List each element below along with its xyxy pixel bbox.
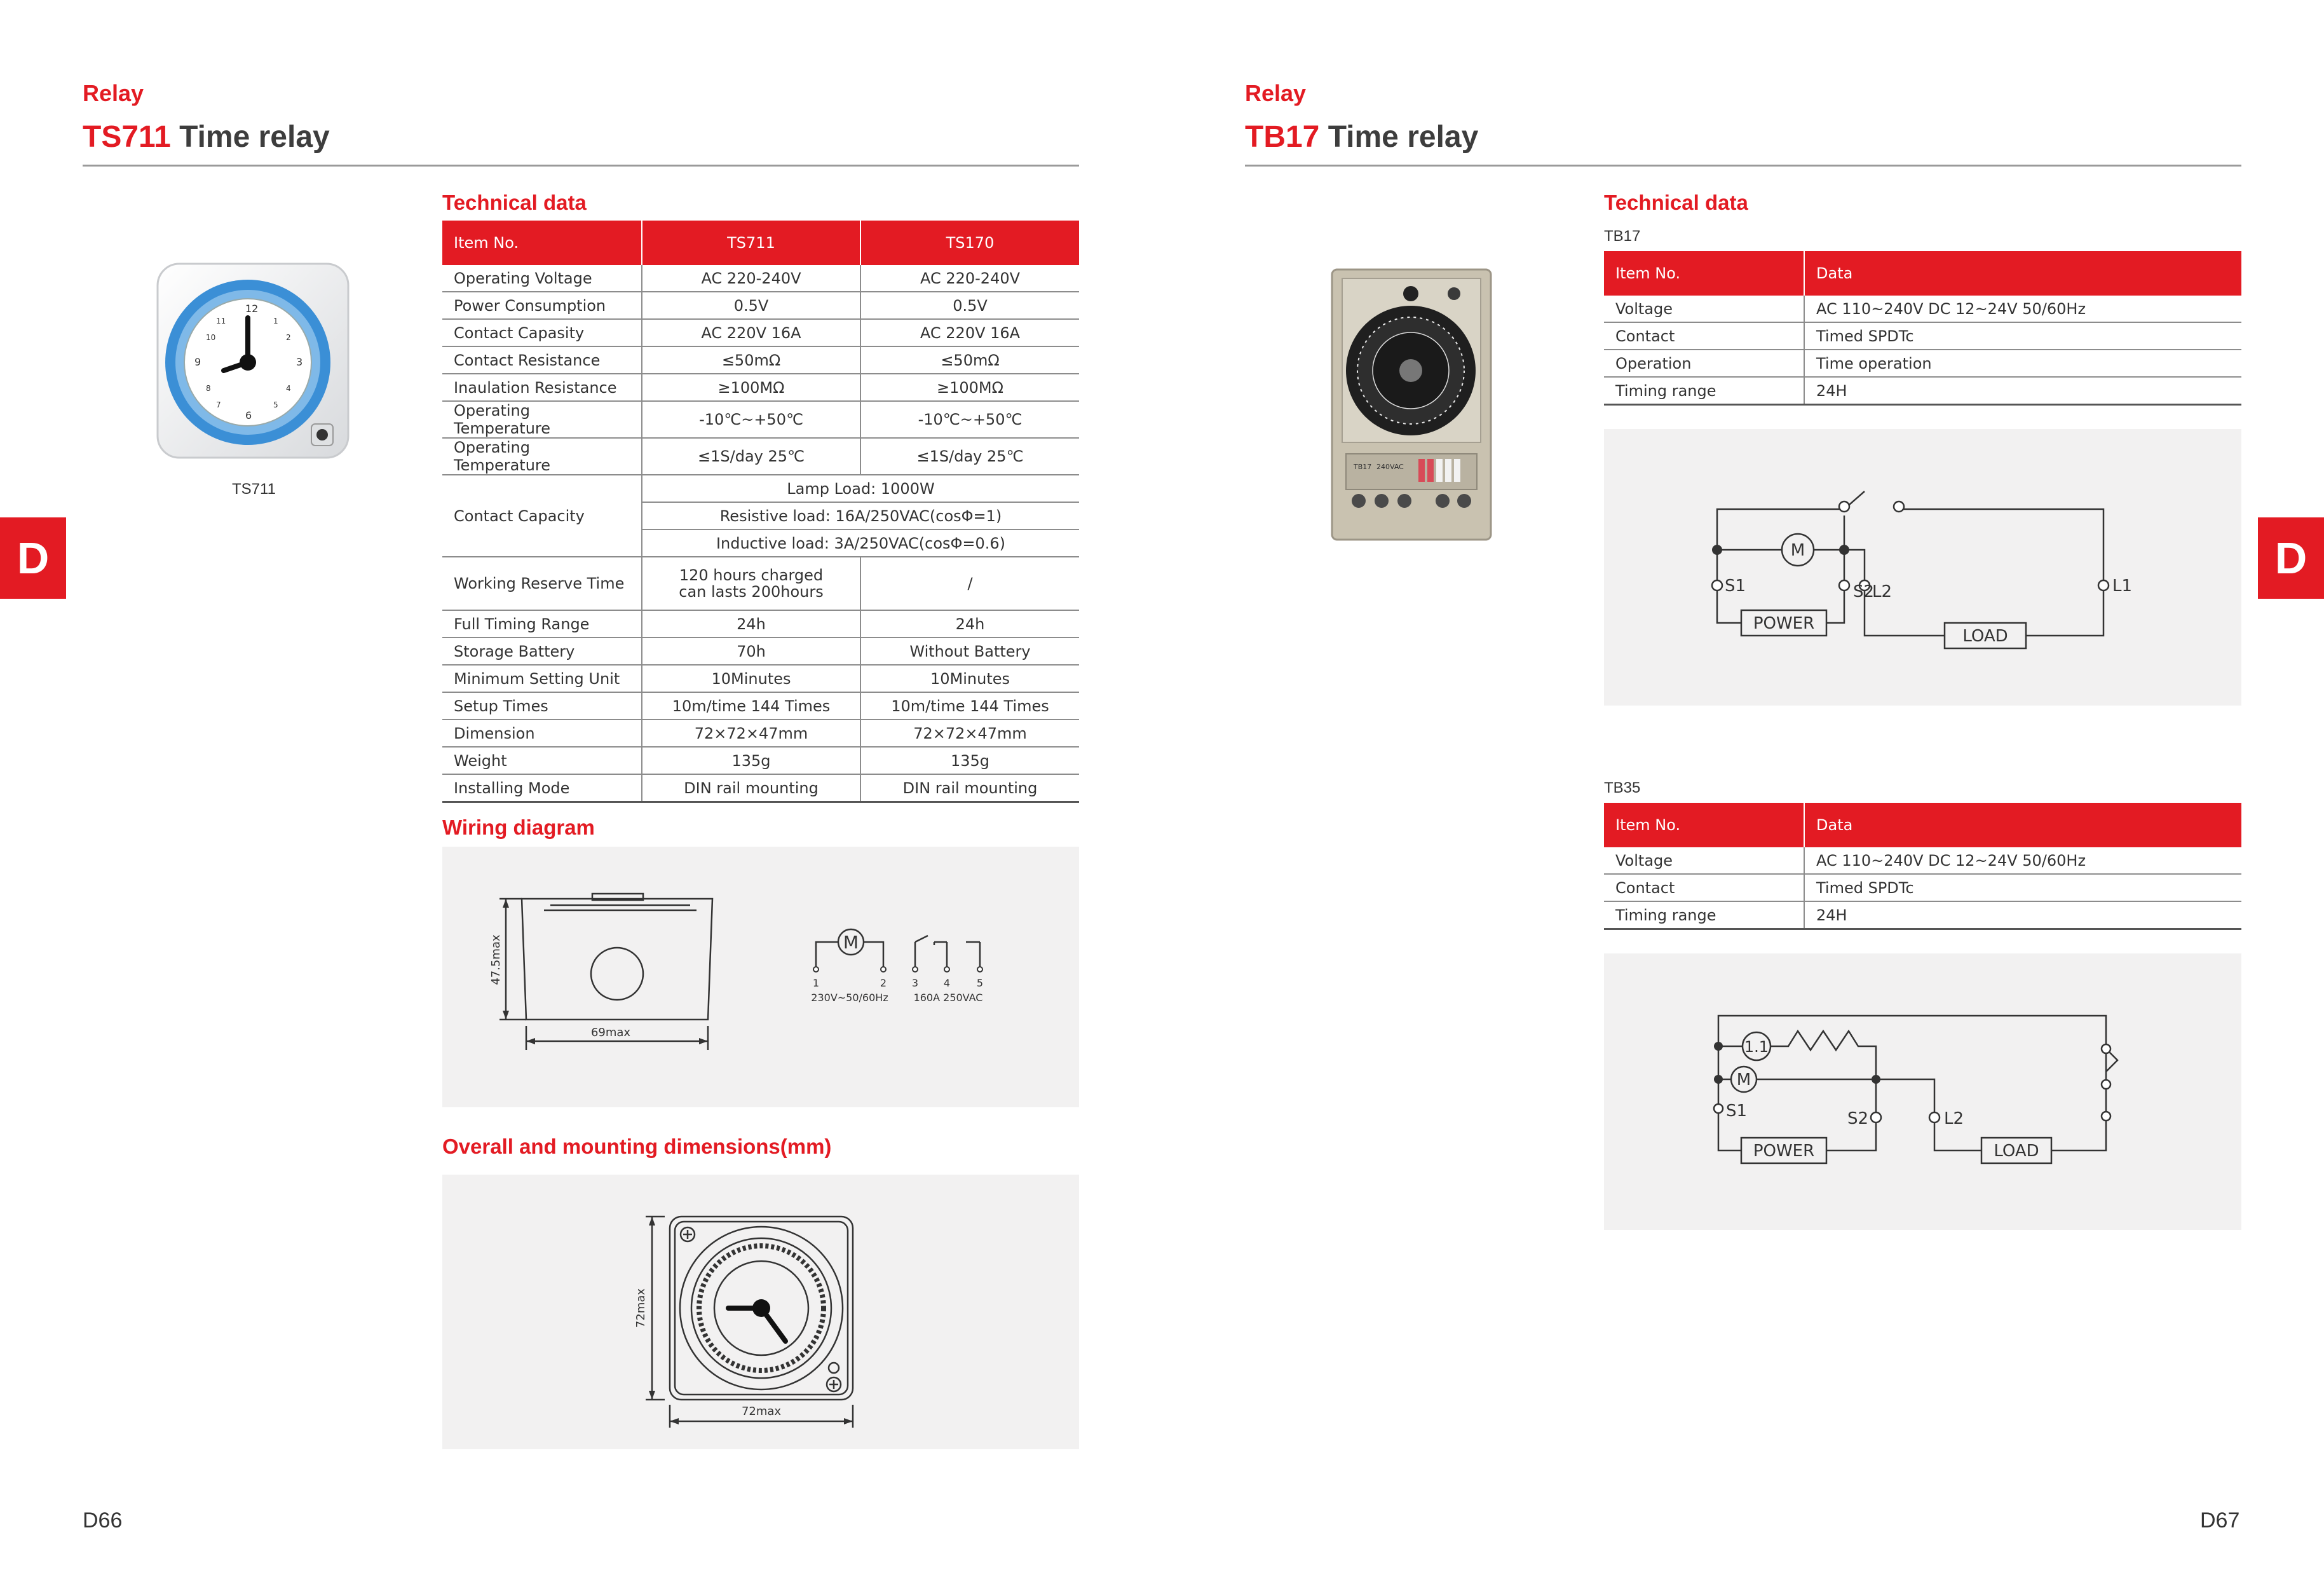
table-header-row	[1604, 251, 2241, 296]
ts170-value: 135g	[860, 747, 1079, 774]
capacity-value: Inductive load: 3A/250VAC(cosΦ=0.6)	[642, 529, 1079, 557]
ts170-value: 72×72×47mm	[860, 720, 1079, 747]
row-label: Working Reserve Time	[442, 557, 642, 610]
row-label: Operating Temperature	[442, 438, 642, 475]
right-title-rest: Time relay	[1319, 120, 1479, 154]
tb35-motor-label: M	[1736, 1070, 1751, 1089]
terminal-4: 4	[943, 977, 951, 989]
ts711-value: 135g	[642, 747, 860, 774]
table-row	[442, 438, 1079, 475]
wiring-diagram-panel	[442, 847, 1079, 1107]
right-page-number: D67	[2200, 1508, 2240, 1533]
ts711-value: 0.5V	[642, 292, 860, 319]
svg-text:1: 1	[273, 317, 278, 325]
svg-text:8: 8	[206, 384, 211, 393]
ts170-value: ≤50mΩ	[860, 346, 1079, 374]
dims-diagram-panel	[442, 1175, 1079, 1449]
tb17-power-label: POWER	[1753, 614, 1815, 633]
row-label: Installing Mode	[442, 774, 642, 802]
table-row	[442, 401, 1079, 438]
row-value: 24H	[1804, 377, 2241, 405]
tb35-s2-label: S2	[1847, 1109, 1869, 1128]
ts170-value: 0.5V	[860, 292, 1079, 319]
row-label: Contact Capacity	[442, 475, 642, 557]
table-header-row	[1604, 803, 2241, 847]
ts711-value: ≤50mΩ	[642, 346, 860, 374]
table-row	[442, 638, 1079, 665]
right-title	[1245, 119, 1478, 154]
row-label: Power Consumption	[442, 292, 642, 319]
ts170-value: 24h	[860, 610, 1079, 638]
table-row	[1604, 350, 2241, 377]
ts711-value: 72×72×47mm	[642, 720, 860, 747]
svg-text:2: 2	[286, 333, 291, 342]
terminal-1: 1	[812, 977, 820, 989]
row-value: Timed SPDTc	[1804, 322, 2241, 350]
table-row	[442, 774, 1079, 802]
tb17-spec-table	[1604, 251, 2241, 406]
right-title-code: TB17	[1245, 120, 1320, 154]
wiring-motor-label: M	[843, 932, 859, 953]
terminal-3: 3	[911, 977, 919, 989]
row-value: 24H	[1804, 901, 2241, 929]
table-row	[442, 692, 1079, 720]
svg-text:6: 6	[245, 409, 252, 421]
table-row	[1604, 296, 2241, 322]
table-header-row	[442, 221, 1079, 265]
ts170-value: -10℃~+50℃	[860, 401, 1079, 438]
ts711-value: 70h	[642, 638, 860, 665]
reserve-line-1: 120 hours charged	[679, 566, 824, 584]
tb35-l2-label: L2	[1944, 1109, 1964, 1128]
table-row	[1604, 874, 2241, 901]
tb17-s1-label: S1	[1725, 577, 1746, 596]
left-page-number: D66	[83, 1508, 123, 1533]
row-label: Weight	[442, 747, 642, 774]
table-row	[442, 346, 1079, 374]
tb17-motor-label: M	[1790, 541, 1805, 560]
ts170-value: AC 220V 16A	[860, 319, 1079, 346]
left-title-code: TS711	[83, 120, 171, 154]
dims-width-label: 72max	[741, 1405, 782, 1418]
ts711-value: AC 220V 16A	[642, 319, 860, 346]
header-ts170: TS170	[860, 221, 1079, 265]
row-label: Minimum Setting Unit	[442, 665, 642, 692]
ts711-value: 10Minutes	[642, 665, 860, 692]
wiring-heading: Wiring diagram	[442, 816, 595, 839]
svg-text:4: 4	[286, 384, 291, 393]
left-title-rule	[83, 165, 1079, 167]
row-label: Voltage	[1604, 296, 1804, 322]
tb17-load-label: LOAD	[1962, 627, 2008, 646]
tb17-product-image	[1328, 266, 1500, 545]
left-kicker: Relay	[83, 80, 144, 106]
table-row	[1604, 847, 2241, 874]
svg-text:5: 5	[273, 400, 278, 409]
tb35-power-label: POWER	[1753, 1142, 1815, 1161]
ts711-value: ≤1S/day 25℃	[642, 438, 860, 475]
wiring-supply-label: 230V~50/60Hz	[811, 992, 888, 1004]
row-label: Timing range	[1604, 901, 1804, 929]
ts711-value: 10m/time 144 Times	[642, 692, 860, 720]
ts711-product-caption: TS711	[232, 481, 276, 498]
header-item-no: Item No.	[1604, 251, 1804, 296]
ts711-value: -10℃~+50℃	[642, 401, 860, 438]
ts170-value: ≤1S/day 25℃	[860, 438, 1079, 475]
tb35-s1-label: S1	[1726, 1102, 1748, 1121]
row-label: Contact Resistance	[442, 346, 642, 374]
row-value: Time operation	[1804, 350, 2241, 377]
row-label: Dimension	[442, 720, 642, 747]
tb35-spec-table	[1604, 803, 2241, 930]
svg-text:9: 9	[194, 356, 201, 368]
row-label: Contact	[1604, 874, 1804, 901]
svg-text:3: 3	[296, 356, 303, 368]
wiring-height-label: 47.5max	[489, 934, 503, 985]
ts170-value: /	[860, 557, 1079, 610]
table-row	[442, 319, 1079, 346]
svg-text:240VAC: 240VAC	[1376, 463, 1404, 471]
table-row	[1604, 901, 2241, 929]
tb17-circuit-panel	[1604, 429, 2241, 706]
row-label: Full Timing Range	[442, 610, 642, 638]
row-label: Storage Battery	[442, 638, 642, 665]
header-item-no: Item No.	[442, 221, 642, 265]
row-label: Contact Capasity	[442, 319, 642, 346]
row-label: Timing range	[1604, 377, 1804, 405]
right-technical-heading: Technical data	[1604, 191, 1748, 214]
row-value: Timed SPDTc	[1804, 874, 2241, 901]
tb35-load-label: LOAD	[1994, 1142, 2039, 1161]
ts711-value: DIN rail mounting	[642, 774, 860, 802]
dims-height-label: 72max	[634, 1288, 648, 1328]
ts170-value: 10Minutes	[860, 665, 1079, 692]
table-row	[1604, 377, 2241, 405]
row-label: Operation	[1604, 350, 1804, 377]
left-technical-heading: Technical data	[442, 191, 587, 214]
ts711-spec-table	[442, 221, 1079, 803]
left-title	[83, 119, 330, 154]
capacity-value: Resistive load: 16A/250VAC(cosΦ=1)	[642, 502, 1079, 529]
tb17-label: TB17	[1604, 228, 1641, 245]
row-label: Setup Times	[442, 692, 642, 720]
row-label: Operating Temperature	[442, 401, 642, 438]
tb35-circuit-panel	[1604, 953, 2241, 1230]
terminal-5: 5	[976, 977, 984, 989]
tb17-s2-label: S2	[1853, 582, 1875, 601]
table-row	[442, 610, 1079, 638]
row-label: Inaulation Resistance	[442, 374, 642, 401]
row-label: Operating Voltage	[442, 265, 642, 292]
tb35-label: TB35	[1604, 779, 1641, 796]
header-ts711: TS711	[642, 221, 860, 265]
table-row	[442, 665, 1079, 692]
ts711-product-image	[153, 257, 356, 467]
svg-text:TB17: TB17	[1354, 463, 1372, 471]
ts711-value: 24h	[642, 610, 860, 638]
left-title-rest: Time relay	[170, 120, 330, 154]
right-title-rule	[1245, 165, 2241, 167]
table-row	[1604, 322, 2241, 350]
tb35-node-label: 1.1	[1744, 1038, 1769, 1056]
right-section-tab: D	[2258, 517, 2324, 599]
ts170-value: ≥100MΩ	[860, 374, 1079, 401]
row-value: AC 110~240V DC 12~24V 50/60Hz	[1804, 296, 2241, 322]
tb17-l2-label: L2	[1872, 582, 1892, 601]
table-row	[442, 292, 1079, 319]
reserve-line-2: can lasts 200hours	[679, 583, 824, 601]
dims-heading: Overall and mounting dimensions(mm)	[442, 1135, 832, 1158]
ts170-value: Without Battery	[860, 638, 1079, 665]
svg-text:10: 10	[206, 333, 216, 342]
table-row	[442, 747, 1079, 774]
ts711-value	[642, 557, 860, 610]
ts170-value: AC 220-240V	[860, 265, 1079, 292]
svg-text:12: 12	[245, 303, 259, 315]
wiring-contact-label: 160A 250VAC	[913, 992, 983, 1004]
terminal-2: 2	[880, 977, 887, 989]
wiring-width-label: 69max	[590, 1026, 631, 1039]
row-label: Contact	[1604, 322, 1804, 350]
row-value: AC 110~240V DC 12~24V 50/60Hz	[1804, 847, 2241, 874]
capacity-value: Lamp Load: 1000W	[642, 475, 1079, 502]
left-section-tab: D	[0, 517, 66, 599]
ts711-value: ≥100MΩ	[642, 374, 860, 401]
ts170-value: 10m/time 144 Times	[860, 692, 1079, 720]
table-row	[442, 557, 1079, 610]
svg-text:11: 11	[216, 317, 226, 325]
ts711-value: AC 220-240V	[642, 265, 860, 292]
row-label: Voltage	[1604, 847, 1804, 874]
header-data: Data	[1804, 251, 2241, 296]
ts170-value: DIN rail mounting	[860, 774, 1079, 802]
table-row	[442, 720, 1079, 747]
right-kicker: Relay	[1245, 80, 1307, 106]
tb17-l1-label: L1	[2112, 577, 2133, 596]
table-row	[442, 265, 1079, 292]
header-data: Data	[1804, 803, 2241, 847]
header-item-no: Item No.	[1604, 803, 1804, 847]
table-row	[442, 374, 1079, 401]
table-row	[442, 475, 1079, 502]
svg-text:7: 7	[216, 400, 221, 409]
